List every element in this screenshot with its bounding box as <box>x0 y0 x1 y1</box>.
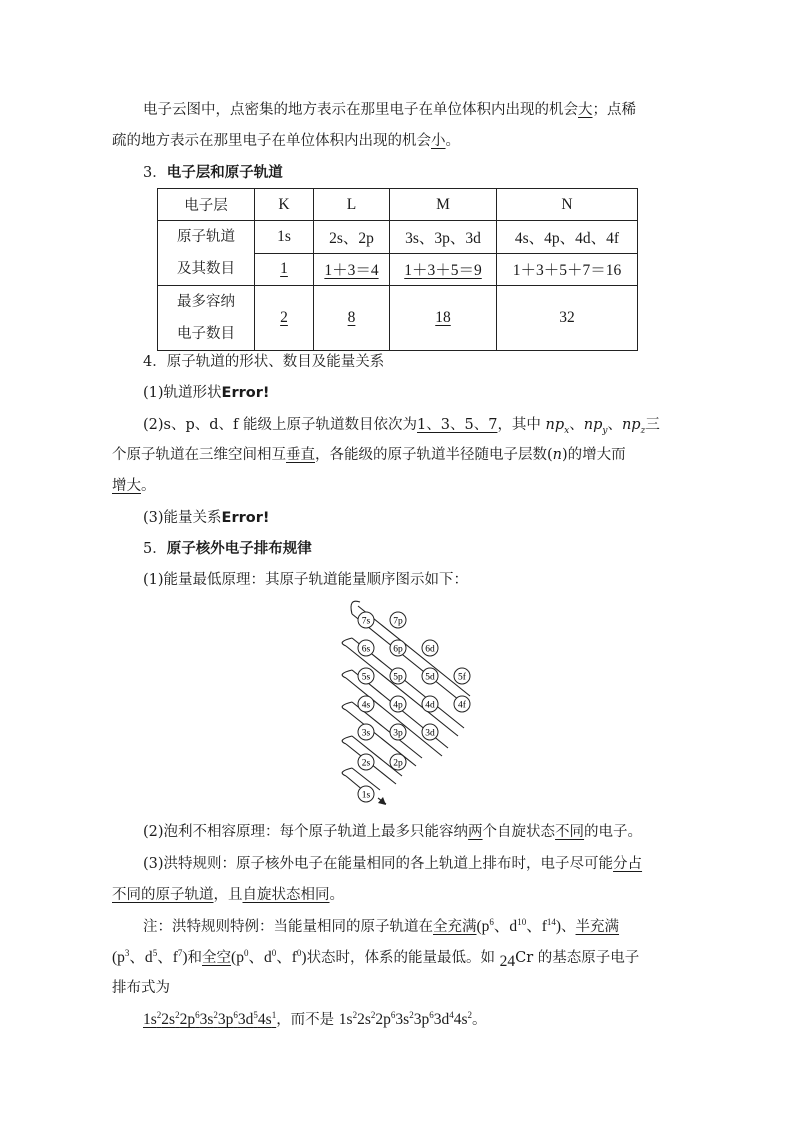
orbital-label: 4d <box>425 700 435 711</box>
section-4-p2-line2: 个原子轨道在三维空间相互垂直，各能级的原子轨道半径随电子层数(n)的增大而 <box>112 447 626 463</box>
table-row-max <box>158 286 638 351</box>
answer-blank: 小 <box>431 133 446 149</box>
intro-line-2: 疏的地方表示在那里电子在单位体积内出现的机会小。 <box>112 133 460 149</box>
answer-blank: 全充满 <box>433 919 477 935</box>
orbital-energy-order-diagram <box>330 598 490 810</box>
orbital-label: 5p <box>393 672 403 683</box>
orbital-label: 2p <box>393 758 403 769</box>
answer-blank: 全空 <box>202 950 232 966</box>
answer-blank: 不同 <box>555 824 585 840</box>
answer-blank: 自旋状态相同 <box>242 887 330 903</box>
orbital-label: 4p <box>393 700 403 711</box>
table-cell: 4s、4p、4d、4f <box>497 221 638 254</box>
section-5-p3-line1: (3)洪特规则：原子核外电子在能量相同的各上轨道上排布时，电子尽可能分占 <box>143 856 643 872</box>
table-cell: 3s、3p、3d <box>390 221 497 254</box>
orbital-label: 1s <box>361 790 371 801</box>
note-line-2: ($p^3$、$d^5$、$f^7$)和全空($p^0$、$d^0$、$f^0$)状态时，体系的能量最低。如 $_{24}$Cr 的基态原子电子 <box>112 947 640 970</box>
orbital-label: 2s <box>361 758 371 769</box>
answer-blank: 大 <box>578 102 593 118</box>
shell-orbital-table <box>157 188 638 351</box>
section-5-p3-line2: 不同的原子轨道，且自旋状态相同。 <box>112 887 344 903</box>
orbital-label: 6p <box>393 644 403 655</box>
orbital-label: 3d <box>425 728 435 739</box>
error-text: Error! <box>221 510 270 526</box>
table-header-cell: L <box>314 189 390 221</box>
section-4-p1: (1)轨道形状Error! <box>143 385 270 401</box>
answer-blank: 1＋3＝4 <box>324 262 379 280</box>
orbital-label: 7s <box>361 616 371 627</box>
section-5-p2: (2)泡利不相容原理：每个原子轨道上最多只能容纳两个自旋状态不同的电子。 <box>143 824 643 840</box>
orbital-label: 5f <box>458 672 466 683</box>
section-4-p2-line1: (2)s、p、d、f 能级上原子轨道数目依次为1、3、5、7，其中 $np_x$、$np_y$、$np_z$三 <box>143 417 660 436</box>
orbital-label: 7p <box>393 616 403 627</box>
orbital-label: 5s <box>361 672 371 683</box>
answer-blank: 1＋3＋5＝9 <box>404 262 482 280</box>
section-5-p1: (1)能量最低原理：其原子轨道能量顺序图示如下： <box>143 572 469 588</box>
table-header-cell: K <box>255 189 314 221</box>
row-label-orbitals: 原子轨道 及其数目 <box>158 221 255 286</box>
answer-blank: 增大 <box>112 478 141 494</box>
table-header-cell: N <box>497 189 638 221</box>
table-header-cell: 电子层 <box>158 189 255 221</box>
orbital-label: 5d <box>425 672 435 683</box>
orbital-label: 6d <box>425 644 435 655</box>
answer-blank: 1、3、5、7 <box>417 417 498 433</box>
note-line-3: 排布式为 <box>112 980 170 996</box>
orbital-label: 6s <box>361 644 371 655</box>
error-text: Error! <box>221 385 270 401</box>
answer-blank: 半充满 <box>575 919 620 935</box>
table-header-row <box>158 189 638 221</box>
section-5-heading: 5．原子核外电子排布规律 <box>143 541 312 557</box>
answer-blank: 分占 <box>613 856 643 872</box>
answer-blank: 1 <box>280 260 288 278</box>
orbital-label: 3s <box>361 728 371 739</box>
answer-blank: 2 <box>280 309 288 326</box>
table-row-orbitals <box>158 221 638 254</box>
section-3-heading: 3．电子层和原子轨道 <box>143 165 283 181</box>
answer-blank: 两 <box>468 824 483 840</box>
table-cell: 1＋3＋5＋7＝16 <box>512 262 622 280</box>
section-4-p2-line3: 增大。 <box>112 478 156 494</box>
arrow-head-icon <box>378 797 386 805</box>
answer-blank: 8 <box>347 309 356 326</box>
electron-config-line: $1s^22s^22p^63s^23p^63d^54s^1$，而不是 $1s^22s^22p^63s^23p^63d^44s^2$。 <box>143 1009 487 1028</box>
table-cell: 1s <box>255 221 314 254</box>
answer-blank: 18 <box>435 309 451 326</box>
note-line-1: 注：洪特规则特例：当能量相同的原子轨道在全充满($p^6$、$d^{10}$、$f^{14}$)、半充满 <box>143 916 620 935</box>
orbital-label: 4f <box>458 700 466 711</box>
row-label-max: 最多容纳 电子数目 <box>158 286 255 351</box>
section-4-heading: 4．原子轨道的形状、数目及能量关系 <box>143 354 385 370</box>
table-cell: 2s、2p <box>314 221 390 254</box>
answer-blank: 垂直 <box>286 447 315 463</box>
orbital-label: 4s <box>361 700 371 711</box>
table-header-cell: M <box>390 189 497 221</box>
intro-line-1: 电子云图中，点密集的地方表示在那里电子在单位体积内出现的机会大；点稀 <box>143 102 636 118</box>
orbital-label: 3p <box>393 728 403 739</box>
table-cell: 32 <box>559 309 575 326</box>
answer-blank: 不同的原子轨道 <box>112 887 214 903</box>
answer-blank: $1s^22s^22p^63s^23p^63d^54s^1$ <box>143 1009 277 1028</box>
section-4-p3: (3)能量关系Error! <box>143 510 270 526</box>
